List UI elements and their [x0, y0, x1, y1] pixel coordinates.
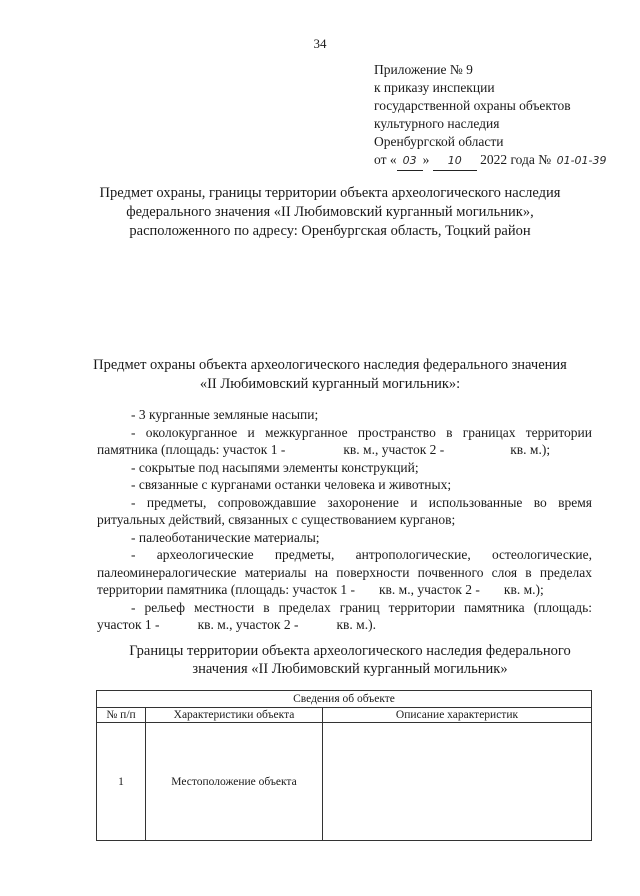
handwritten-day: 03 [397, 152, 423, 171]
subject-heading [60, 356, 600, 394]
appendix-date-line [374, 151, 609, 171]
column-header-number: № п/п [97, 708, 146, 723]
subject-item: - археологические предметы, антропологические, остеологические, палеоминералогические материалы на поверхности почвенного слоя в пределах территории памятника (площадь: участок 1 - кв. м., участок 2 - кв. м.); [97, 547, 592, 597]
appendix-block [374, 61, 609, 171]
row-description [323, 723, 592, 841]
column-header-description: Описание характеристик [323, 708, 592, 723]
date-year-text: 2022 года № [480, 152, 552, 167]
borders-heading-line-1: Границы территории объекта археологического наследия федерального [129, 643, 571, 659]
appendix-line-2: к приказу инспекции [374, 80, 495, 95]
subject-item: - околокурганное и межкурганное пространство в границах территории памятника (площадь: участок 1 - кв. м., участок 2 - кв. м.); [97, 424, 592, 457]
subject-item: - рельеф местности в пределах границ территории памятника (площадь: участок 1 - кв. м., участок 2 - кв. м.). [97, 599, 592, 632]
subject-items [97, 406, 592, 634]
appendix-line-3: государственной охраны объектов [374, 98, 571, 113]
table-header: Сведения об объекте [97, 691, 592, 708]
borders-heading [100, 642, 600, 678]
subject-item: - связанные с курганами останки человека и животных; [131, 477, 452, 492]
page-number: 34 [313, 36, 327, 51]
title-line-3: расположенного по адресу: Оренбургская область, Тоцкий район [129, 223, 531, 239]
subject-item: - 3 курганные земляные насыпи; [131, 407, 319, 422]
subject-heading-line-2: «II Любимовский курганный могильник»: [199, 376, 461, 392]
document-title [60, 184, 600, 241]
appendix-line-1: Приложение № 9 [374, 62, 473, 77]
row-characteristic: Местоположение объекта [146, 723, 323, 841]
row-number: 1 [97, 723, 146, 841]
column-header-characteristic: Характеристики объекта [146, 708, 323, 723]
subject-item: - сокрытые под насыпями элементы конструкций; [131, 459, 419, 475]
title-line-2: федерального значения «II Любимовский курганный могильник», [126, 204, 534, 220]
date-mid: » [422, 152, 430, 167]
subject-item: - предметы, сопровождавшие захоронение и использованные во время ритуальных действий, связанных с существованием курганов; [97, 494, 592, 527]
title-line-1: Предмет охраны, границы территории объекта археологического наследия [99, 185, 561, 201]
handwritten-month: 10 [433, 152, 477, 171]
handwritten-order-number: 01-01-39 [556, 154, 607, 167]
table-row [97, 723, 592, 841]
borders-heading-line-2: значения «II Любимовский курганный могильник» [192, 661, 508, 677]
appendix-line-5: Оренбургской области [374, 134, 504, 149]
object-info-table [96, 690, 592, 841]
subject-heading-line-1: Предмет охраны объекта археологического наследия федерального значения [93, 357, 567, 373]
subject-item: - палеоботанические материалы; [131, 529, 320, 545]
date-prefix: от « [374, 152, 397, 167]
appendix-line-4: культурного наследия [374, 116, 500, 131]
